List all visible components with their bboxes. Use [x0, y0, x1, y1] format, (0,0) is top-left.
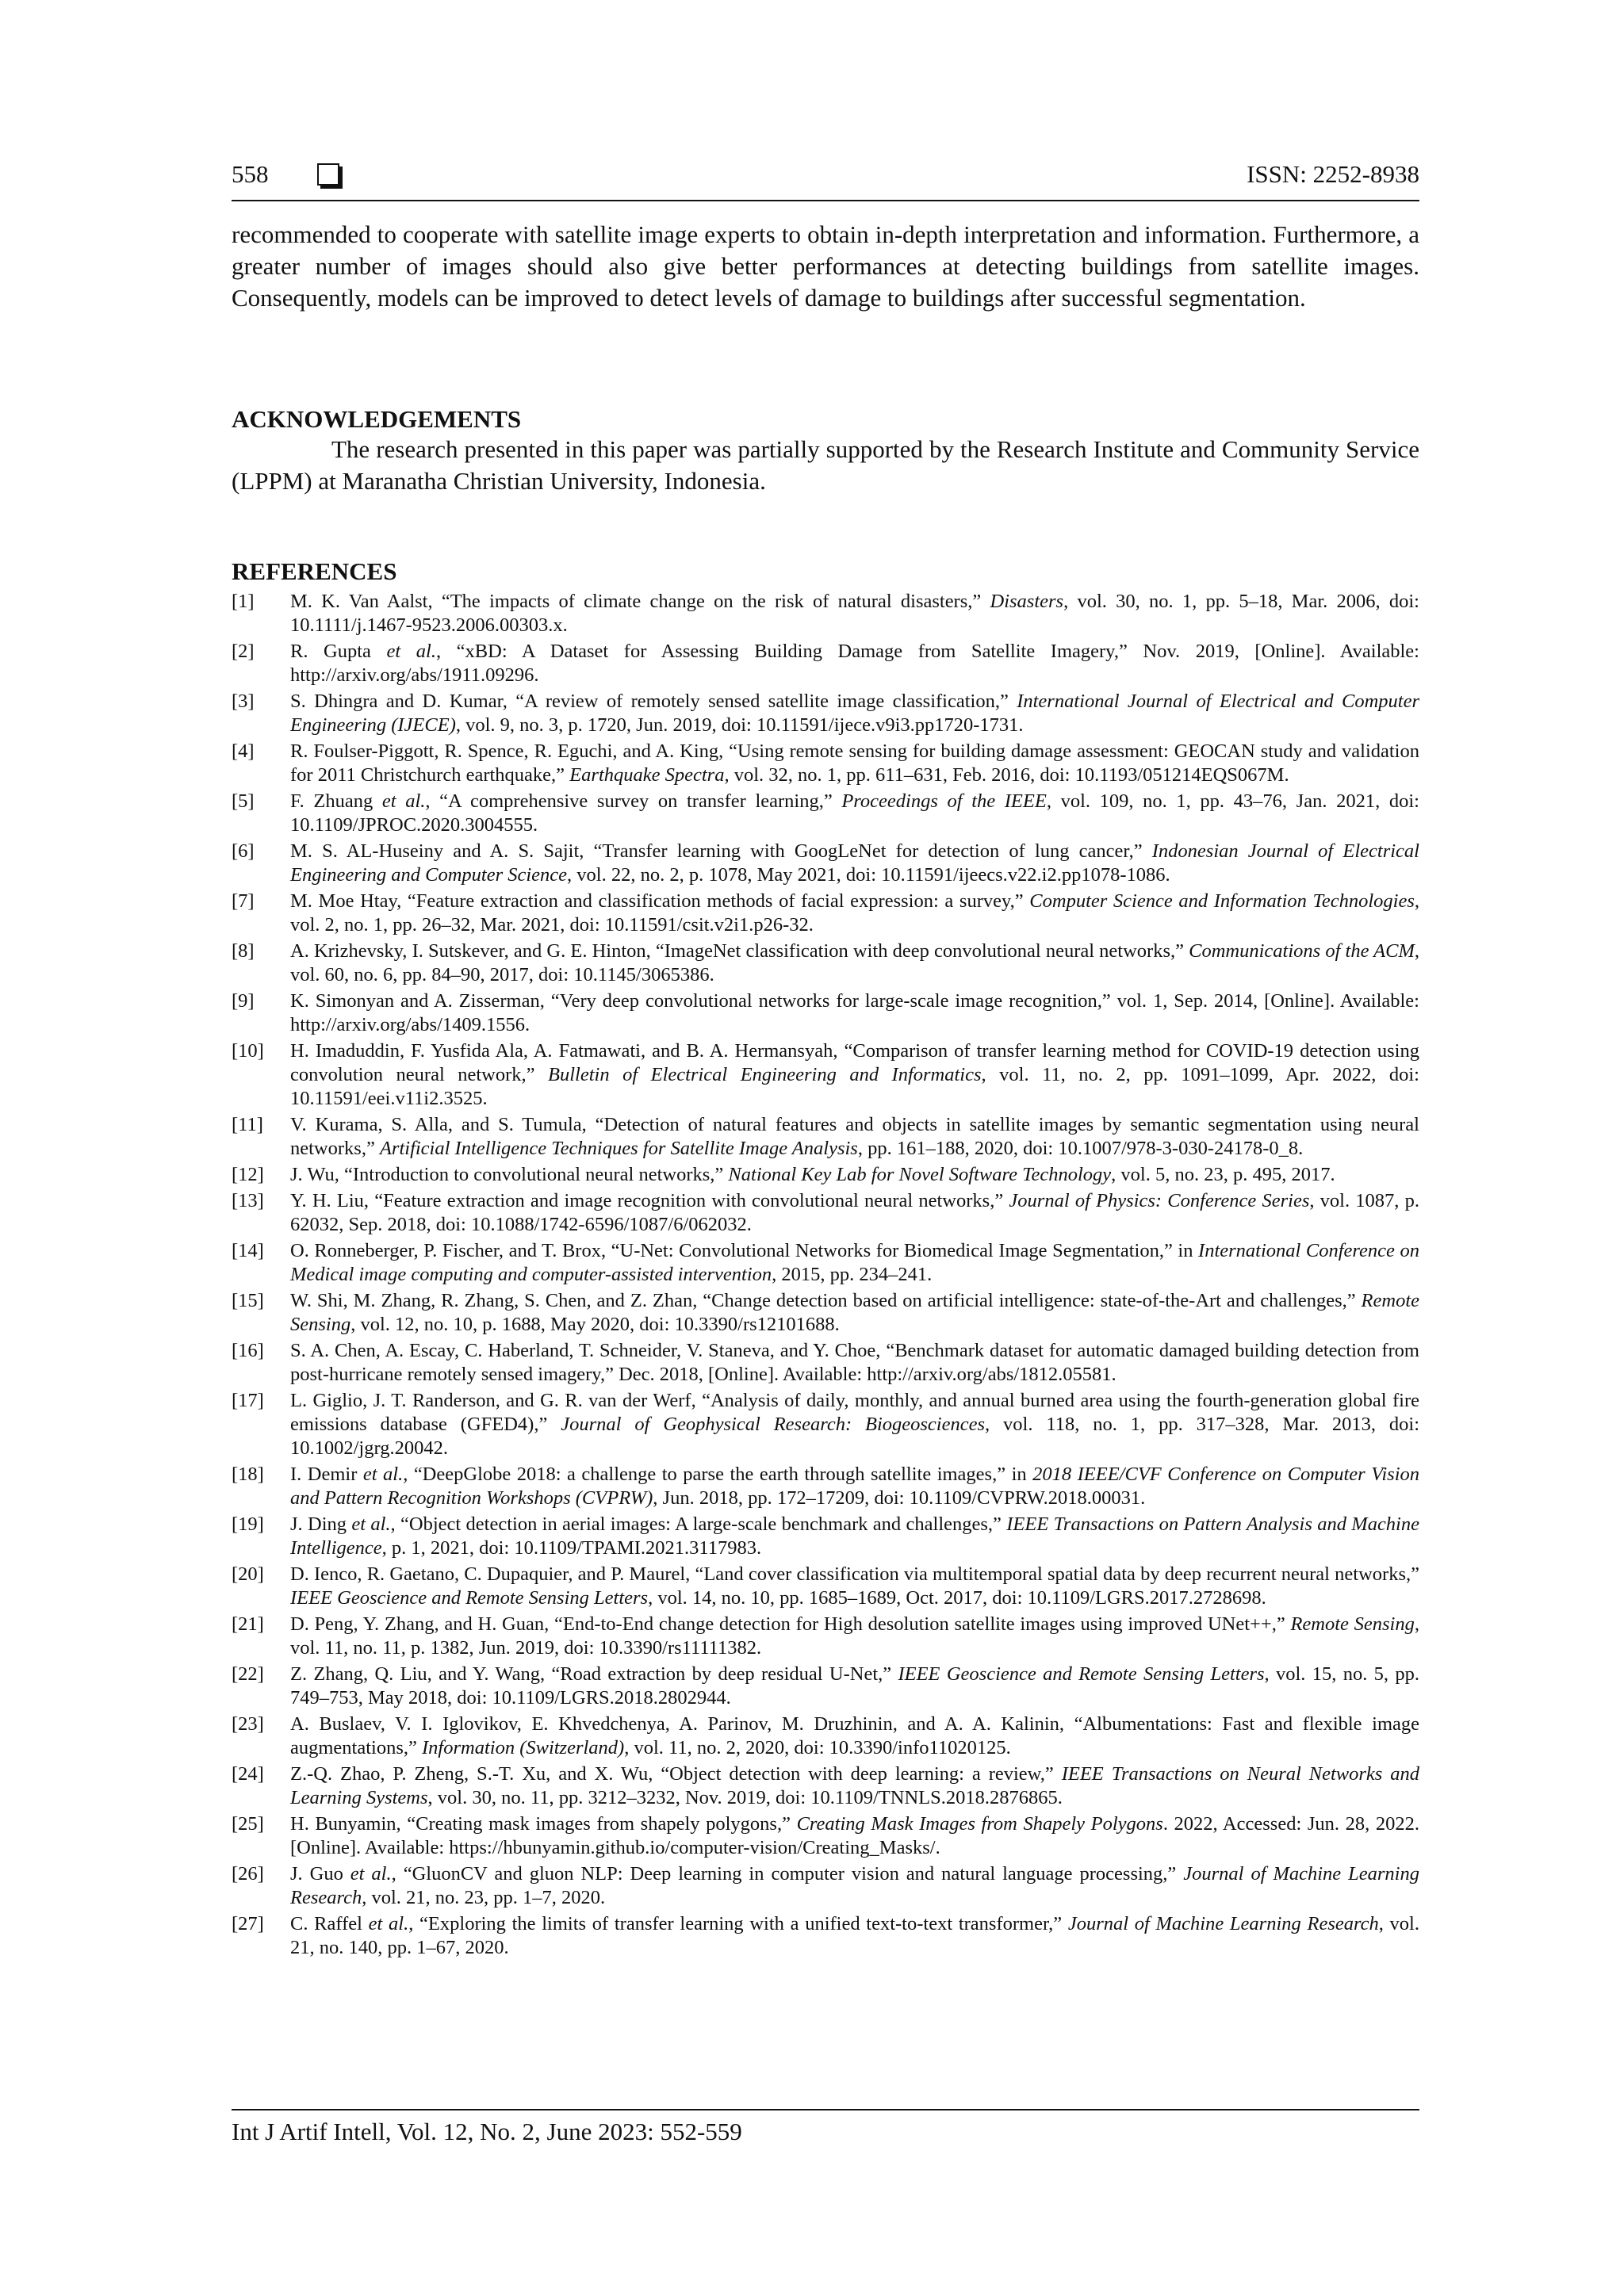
- reference-italic-segment: IEEE Transactions on Pattern Analysis and Machine Intelligence: [290, 1513, 1419, 1559]
- reference-segment: M. S. AL-Huseiny and A. S. Sajit, “Transfer learning with GoogLeNet for detection of lung cancer,”: [290, 840, 1152, 862]
- reference-segment: , “Exploring the limits of transfer learning with a unified text-to-text transformer,”: [408, 1913, 1068, 1934]
- reference-segment: R. Foulser-Piggott, R. Spence, R. Eguchi, and A. King, “Using remote sensing for building damage assessment: GEOCAN study and validation for 2011 Christchurch earthquake,”: [290, 740, 1419, 786]
- reference-segment: , vol. 22, no. 2, p. 1078, May 2021, doi: 10.11591/ijeecs.v22.i2.pp1078-1086.: [567, 864, 1170, 886]
- reference-italic-segment: Proceedings of the IEEE: [841, 790, 1047, 812]
- reference-segment: , vol. 5, no. 23, p. 495, 2017.: [1111, 1164, 1335, 1185]
- reference-number: [6]: [232, 840, 255, 862]
- reference-text: [290, 990, 1419, 1035]
- reference-segment: , vol. 12, no. 10, p. 1688, May 2020, doi: 10.3390/rs12101688.: [350, 1314, 840, 1335]
- reference-segment: , “Object detection in aerial images: A large-scale benchmark and challenges,”: [390, 1513, 1007, 1535]
- reference-item: [232, 890, 1419, 937]
- reference-italic-segment: Journal of Machine Learning Research: [290, 1863, 1419, 1908]
- reference-item: [232, 1463, 1419, 1510]
- references-heading: REFERENCES: [232, 557, 397, 585]
- ballot-box-icon: [317, 163, 339, 186]
- reference-number: [5]: [232, 790, 255, 812]
- reference-number: [13]: [232, 1190, 264, 1211]
- reference-number: [9]: [232, 990, 255, 1012]
- reference-italic-segment: et al.: [381, 790, 426, 812]
- reference-segment: L. Giglio, J. T. Randerson, and G. R. van der Werf, “Analysis of daily, monthly, and annual burned area using the fourth-generation global fire emissions database (GFED4),”: [290, 1390, 1419, 1435]
- reference-segment: M. K. Van Aalst, “The impacts of climate change on the risk of natural disasters,”: [290, 591, 990, 612]
- reference-segment: , vol. 14, no. 10, pp. 1685–1689, Oct. 2017, doi: 10.1109/LGRS.2017.2728698.: [648, 1587, 1266, 1609]
- reference-number: [18]: [232, 1464, 264, 1485]
- reference-item: [232, 1762, 1419, 1810]
- reference-segment: , vol. 2, no. 1, pp. 26–32, Mar. 2021, doi: 10.11591/csit.v2i1.p26-32.: [290, 890, 1419, 936]
- reference-number: [27]: [232, 1913, 264, 1934]
- reference-segment: S. Dhingra and D. Kumar, “A review of remotely sensed satellite image classification,”: [290, 691, 1017, 712]
- reference-text: [290, 740, 1419, 786]
- reference-number: [16]: [232, 1340, 264, 1361]
- reference-item: [232, 740, 1419, 787]
- reference-segment: , vol. 9, no. 3, p. 1720, Jun. 2019, doi: 10.11591/ijece.v9i3.pp1720-1731.: [455, 714, 1024, 736]
- reference-italic-segment: Information (Switzerland): [422, 1737, 625, 1758]
- reference-number: [15]: [232, 1290, 264, 1311]
- reference-text: [290, 1390, 1419, 1459]
- reference-text: [290, 1513, 1419, 1559]
- reference-number: [22]: [232, 1663, 264, 1685]
- reference-item: [232, 640, 1419, 687]
- reference-item: [232, 1862, 1419, 1910]
- reference-text: [290, 1663, 1419, 1709]
- reference-segment: J. Guo: [290, 1863, 350, 1885]
- reference-italic-segment: Communications of the ACM: [1189, 940, 1415, 962]
- reference-text: [290, 1464, 1419, 1509]
- reference-number: [7]: [232, 890, 255, 912]
- reference-segment: R. Gupta: [290, 641, 387, 662]
- reference-segment: K. Simonyan and A. Zisserman, “Very deep convolutional networks for large-scale image recognition,” vol. 1, Sep. 2014, [Online]. Available: http://arxiv.org/abs/1409.1556.: [290, 990, 1419, 1035]
- reference-segment: M. Moe Htay, “Feature extraction and classification methods of facial expression: a survey,”: [290, 890, 1030, 912]
- reference-segment: W. Shi, M. Zhang, R. Zhang, S. Chen, and Z. Zhan, “Change detection based on artificial intelligence: state-of-the-Art and challenges,”: [290, 1290, 1362, 1311]
- reference-italic-segment: 2018 IEEE/CVF Conference on Computer Vision and Pattern Recognition Workshops (CVPRW): [290, 1464, 1419, 1509]
- reference-item: [232, 1189, 1419, 1237]
- reference-item: [232, 1712, 1419, 1760]
- reference-segment: , vol. 30, no. 11, pp. 3212–3232, Nov. 2019, doi: 10.1109/TNNLS.2018.2876865.: [427, 1787, 1063, 1808]
- reference-italic-segment: Indonesian Journal of Electrical Engineering and Computer Science: [290, 840, 1419, 886]
- reference-text: [290, 940, 1419, 985]
- reference-segment: H. Imaduddin, F. Yusfida Ala, A. Fatmawati, and B. A. Hermansyah, “Comparison of transfer learning method for COVID-19 detection using convolution neural network,”: [290, 1040, 1419, 1085]
- reference-number: [10]: [232, 1040, 264, 1062]
- reference-segment: , “DeepGlobe 2018: a challenge to parse the earth through satellite images,” in: [403, 1464, 1033, 1485]
- reference-item: [232, 840, 1419, 887]
- reference-segment: , “GluonCV and gluon NLP: Deep learning in computer vision and natural language processing,”: [391, 1863, 1184, 1885]
- reference-italic-segment: Journal of Geophysical Research: Biogeosciences: [561, 1414, 986, 1435]
- reference-item: [232, 1812, 1419, 1860]
- reference-number: [2]: [232, 641, 255, 662]
- reference-number: [4]: [232, 740, 255, 762]
- reference-segment: , vol. 21, no. 140, pp. 1–67, 2020.: [290, 1913, 1419, 1958]
- reference-segment: , pp. 161–188, 2020, doi: 10.1007/978-3-030-24178-0_8.: [857, 1138, 1304, 1159]
- reference-segment: , vol. 32, no. 1, pp. 611–631, Feb. 2016, doi: 10.1193/051214EQS067M.: [724, 764, 1289, 786]
- reference-text: [290, 1040, 1419, 1109]
- reference-item: [232, 790, 1419, 837]
- reference-segment: . 2022, Accessed: Jun. 28, 2022. [Online]. Available: https://hbunyamin.github.io/computer-vision/Creating_Masks/.: [290, 1813, 1420, 1858]
- reference-italic-segment: IEEE Geoscience and Remote Sensing Letters: [898, 1663, 1265, 1685]
- reference-segment: , p. 1, 2021, doi: 10.1109/TPAMI.2021.3117983.: [381, 1537, 762, 1559]
- reference-number: [24]: [232, 1763, 264, 1785]
- reference-text: [290, 1763, 1419, 1808]
- reference-segment: S. A. Chen, A. Escay, C. Haberland, T. Schneider, V. Staneva, and Y. Choe, “Benchmark dataset for automatic damaged building detection from post-hurricane remotely sensed imagery,” Dec. 2018, [Online]. Available: http://arxiv.org/abs/1812.05581.: [290, 1340, 1419, 1385]
- reference-segment: H. Bunyamin, “Creating mask images from shapely polygons,”: [290, 1813, 797, 1835]
- reference-item: [232, 989, 1419, 1037]
- reference-italic-segment: et al.: [350, 1863, 392, 1885]
- reference-item: [232, 939, 1419, 987]
- reference-segment: O. Ronneberger, P. Fischer, and T. Brox, “U-Net: Convolutional Networks for Biomedical Image Segmentation,” in: [290, 1240, 1199, 1261]
- reference-segment: , vol. 15, no. 5, pp. 749–753, May 2018, doi: 10.1109/LGRS.2018.2802944.: [290, 1663, 1419, 1709]
- reference-item: [232, 1339, 1419, 1387]
- reference-italic-segment: Artificial Intelligence Techniques for Satellite Image Analysis: [379, 1138, 858, 1159]
- reference-item: [232, 1163, 1419, 1187]
- reference-segment: , vol. 11, no. 2, 2020, doi: 10.3390/info11020125.: [624, 1737, 1011, 1758]
- reference-italic-segment: Computer Science and Information Technologies: [1029, 890, 1415, 912]
- reference-segment: D. Ienco, R. Gaetano, C. Dupaquier, and P. Maurel, “Land cover classification via multitemporal spatial data by deep recurrent neural networks,”: [290, 1563, 1419, 1585]
- acknowledgements-text: The research presented in this paper was partially supported by the Research Institute and Community Service (LPPM) at Maranatha Christian University, Indonesia.: [232, 435, 1419, 495]
- reference-segment: , vol. 30, no. 1, pp. 5–18, Mar. 2006, doi: 10.1111/j.1467-9523.2006.00303.x.: [290, 591, 1419, 636]
- reference-segment: , vol. 118, no. 1, pp. 317–328, Mar. 2013, doi: 10.1002/jgrg.20042.: [290, 1414, 1420, 1459]
- reference-segment: J. Wu, “Introduction to convolutional neural networks,”: [290, 1164, 729, 1185]
- reference-italic-segment: IEEE Transactions on Neural Networks and Learning Systems: [290, 1763, 1419, 1808]
- reference-number: [26]: [232, 1863, 264, 1885]
- reference-text: [290, 1563, 1419, 1609]
- reference-segment: A. Buslaev, V. I. Iglovikov, E. Khvedchenya, A. Parinov, M. Druzhinin, and A. A. Kalinin, “Albumentations: Fast and flexible image augmentations,”: [290, 1713, 1419, 1758]
- running-header: [232, 152, 1419, 197]
- reference-italic-segment: et al.: [362, 1464, 404, 1485]
- reference-segment: , vol. 11, no. 2, pp. 1091–1099, Apr. 2022, doi: 10.11591/eei.v11i2.3525.: [290, 1064, 1419, 1109]
- reference-number: [1]: [232, 591, 255, 612]
- reference-text: [290, 641, 1419, 686]
- reference-text: [290, 1240, 1419, 1285]
- reference-number: [21]: [232, 1613, 264, 1635]
- reference-item: [232, 1113, 1419, 1161]
- reference-italic-segment: Journal of Machine Learning Research: [1067, 1913, 1379, 1934]
- reference-segment: , vol. 11, no. 11, p. 1382, Jun. 2019, doi: 10.3390/rs11111382.: [290, 1613, 1419, 1659]
- reference-text: [290, 790, 1419, 836]
- reference-text: [290, 1290, 1419, 1335]
- reference-item: [232, 1389, 1419, 1460]
- reference-number: [25]: [232, 1813, 264, 1835]
- reference-italic-segment: International Conference on Medical image computing and computer-assisted intervention: [290, 1240, 1419, 1285]
- reference-segment: V. Kurama, S. Alla, and S. Tumula, “Detection of natural features and objects in satellite images by semantic segmentation using neural networks,”: [290, 1114, 1419, 1159]
- reference-segment: , vol. 109, no. 1, pp. 43–76, Jan. 2021, doi: 10.1109/JPROC.2020.3004555.: [290, 790, 1419, 836]
- reference-segment: , “A comprehensive survey on transfer learning,”: [425, 790, 842, 812]
- reference-text: [290, 890, 1419, 936]
- reference-text: [290, 691, 1419, 736]
- reference-segment: , vol. 60, no. 6, pp. 84–90, 2017, doi: 10.1145/3065386.: [290, 940, 1419, 985]
- reference-text: [290, 1863, 1419, 1908]
- reference-italic-segment: et al.: [351, 1513, 391, 1535]
- reference-item: [232, 1613, 1419, 1660]
- reference-italic-segment: et al.: [368, 1913, 409, 1934]
- reference-text: [290, 840, 1419, 886]
- reference-segment: J. Ding: [290, 1513, 352, 1535]
- reference-italic-segment: Journal of Physics: Conference Series: [1009, 1190, 1310, 1211]
- reference-text: [290, 1164, 1335, 1185]
- reference-segment: , Jun. 2018, pp. 172–17209, doi: 10.1109/CVPRW.2018.00031.: [653, 1487, 1146, 1509]
- reference-item: [232, 1289, 1419, 1337]
- reference-segment: A. Krizhevsky, I. Sutskever, and G. E. Hinton, “ImageNet classification with deep convolutional neural networks,”: [290, 940, 1189, 962]
- reference-item: [232, 1563, 1419, 1610]
- reference-item: [232, 1663, 1419, 1710]
- reference-italic-segment: National Key Lab for Novel Software Technology: [728, 1164, 1112, 1185]
- reference-list: [232, 590, 1419, 1962]
- reference-italic-segment: International Journal of Electrical and Computer Engineering (IJECE): [290, 691, 1419, 736]
- reference-text: [290, 591, 1419, 636]
- reference-item: [232, 690, 1419, 737]
- intro-paragraph: recommended to cooperate with satellite image experts to obtain in-depth interpretation and information. Furthermore, a greater number of images should also give better performances at detecting buildings from satellite images. Consequently, models can be improved to detect levels of damage to buildings after successful segmentation.: [232, 220, 1419, 312]
- reference-text: [290, 1190, 1419, 1235]
- reference-italic-segment: Bulletin of Electrical Engineering and Informatics: [548, 1064, 982, 1085]
- reference-segment: I. Demir: [290, 1464, 363, 1485]
- reference-segment: F. Zhuang: [290, 790, 382, 812]
- reference-segment: , 2015, pp. 234–241.: [772, 1264, 933, 1285]
- footer-rule: [232, 2109, 1419, 2110]
- reference-number: [8]: [232, 940, 255, 962]
- reference-item: [232, 1513, 1419, 1560]
- reference-segment: , vol. 1087, p. 62032, Sep. 2018, doi: 10.1088/1742-6596/1087/6/062032.: [290, 1190, 1420, 1235]
- reference-number: [17]: [232, 1390, 264, 1411]
- reference-number: [3]: [232, 691, 255, 712]
- reference-text: [290, 1114, 1419, 1159]
- reference-item: [232, 1039, 1419, 1111]
- reference-text: [290, 1813, 1419, 1858]
- reference-number: [14]: [232, 1240, 264, 1261]
- page-number: 558: [232, 160, 269, 188]
- reference-segment: , vol. 21, no. 23, pp. 1–7, 2020.: [362, 1887, 606, 1908]
- reference-segment: Z. Zhang, Q. Liu, and Y. Wang, “Road extraction by deep residual U-Net,”: [290, 1663, 898, 1685]
- reference-italic-segment: Earthquake Spectra: [569, 764, 725, 786]
- header-rule: [232, 200, 1419, 201]
- reference-item: [232, 1912, 1419, 1960]
- reference-italic-segment: Remote Sensing: [1290, 1613, 1415, 1635]
- reference-text: [290, 1713, 1419, 1758]
- reference-italic-segment: Creating Mask Images from Shapely Polygons: [796, 1813, 1163, 1835]
- reference-number: [12]: [232, 1164, 264, 1185]
- reference-italic-segment: Disasters: [990, 591, 1064, 612]
- reference-number: [19]: [232, 1513, 264, 1535]
- reference-text: [290, 1913, 1419, 1958]
- reference-item: [232, 590, 1419, 637]
- reference-segment: , “xBD: A Dataset for Assessing Building Damage from Satellite Imagery,” Nov. 2019, [Online]. Available: http://arxiv.org/abs/1911.09296.: [290, 641, 1419, 686]
- reference-item: [232, 1239, 1419, 1287]
- issn-label: ISSN: 2252-8938: [1247, 160, 1419, 188]
- reference-italic-segment: et al.: [386, 641, 436, 662]
- reference-text: [290, 1613, 1419, 1659]
- reference-italic-segment: IEEE Geoscience and Remote Sensing Letters: [290, 1587, 649, 1609]
- reference-segment: Y. H. Liu, “Feature extraction and image recognition with convolutional neural networks,”: [290, 1190, 1009, 1211]
- acknowledgements-heading: ACKNOWLEDGEMENTS: [232, 405, 522, 433]
- reference-text: [290, 1340, 1419, 1385]
- reference-segment: D. Peng, Y. Zhang, and H. Guan, “End-to-End change detection for High desolution satellite images using improved UNet++,”: [290, 1613, 1291, 1635]
- reference-number: [20]: [232, 1563, 264, 1585]
- reference-number: [11]: [232, 1114, 263, 1135]
- reference-number: [23]: [232, 1713, 264, 1735]
- reference-italic-segment: Remote Sensing: [290, 1290, 1419, 1335]
- reference-segment: C. Raffel: [290, 1913, 369, 1934]
- reference-segment: Z.-Q. Zhao, P. Zheng, S.-T. Xu, and X. Wu, “Object detection with deep learning: a review,”: [290, 1763, 1062, 1785]
- running-footer: Int J Artif Intell, Vol. 12, No. 2, June 2023: 552-559: [232, 2118, 742, 2145]
